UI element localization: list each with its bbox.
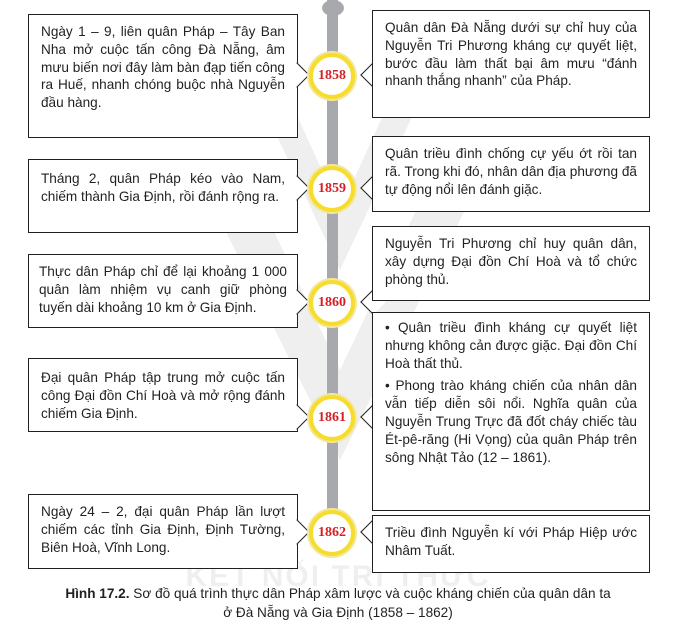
event-text: Quân dân Đà Nẵng dưới sự chỉ huy của Nguyễn Tri Phương kháng cự quyết liệt, bước đầu làm thất bại âm mưu “đánh nhanh thắng nhanh” của Pháp.	[385, 20, 637, 89]
timeline-axis-cap	[322, 0, 344, 16]
caption-line-1	[10, 584, 666, 603]
event-1858-left	[28, 14, 298, 138]
event-text: Nguyễn Tri Phương chỉ huy quân dân, xây dựng Đại đồn Chí Hoà và tổ chức phòng thủ.	[385, 236, 637, 287]
year-marker-1859: 1859	[309, 166, 355, 212]
year-marker-1861: 1861	[309, 395, 355, 441]
event-text: Thực dân Pháp chỉ để lại khoảng 1 000 quân làm nhiệm vụ canh giữ phòng tuyến dài khoảng 10 km ở Gia Định.	[39, 264, 287, 315]
watermark-text: KẾT NỐI TRI THỨC	[185, 560, 491, 593]
event-bullet: • Phong trào kháng chiến của nhân dân vẫn tiếp diễn sôi nổi. Nghĩa quân của Nguyễn Trung Trực đã đốt cháy chiếc tàu Ét-pê-răng (Hi Vọng) của quân Pháp trên sông Nhật Tảo (12 – 1861).	[385, 378, 637, 465]
caption-label: Hình 17.2.	[65, 586, 130, 601]
figure-caption	[10, 584, 666, 622]
year-marker-1862: 1862	[309, 510, 355, 556]
caption-text: Sơ đồ quá trình thực dân Pháp xâm lược và cuộc kháng chiến của quân dân ta	[129, 586, 611, 601]
event-1860-left	[28, 254, 298, 328]
event-1861-right	[372, 312, 650, 511]
event-1862-left	[28, 494, 298, 569]
event-1860-right	[372, 226, 650, 301]
caption-line-2: ở Đà Nẵng và Gia Định (1858 – 1862)	[223, 605, 453, 620]
event-text: Tháng 2, quân Pháp kéo vào Nam, chiếm thành Gia Định, rồi đánh rộng ra.	[41, 171, 285, 204]
event-1859-left	[28, 159, 298, 233]
event-bullet: • Quân triều đình kháng cự quyết liệt nhưng không cản được giặc. Đại đồn Chí Hoà thất thủ.	[385, 320, 637, 371]
year-marker-1860: 1860	[309, 280, 355, 326]
event-1862-right	[372, 515, 650, 573]
event-1859-right	[372, 136, 650, 212]
year-marker-1858: 1858	[309, 53, 355, 99]
event-1858-right	[372, 10, 650, 118]
event-1861-left	[28, 358, 298, 432]
event-text: Ngày 24 – 2, đại quân Pháp lần lượt chiếm các tỉnh Gia Định, Định Tường, Biên Hoà, Vĩnh Long.	[41, 504, 285, 555]
event-text: Ngày 1 – 9, liên quân Pháp – Tây Ban Nha mở cuộc tấn công Đà Nẵng, âm mưu biến nơi đây làm bàn đạp tiến công ra Huế, nhanh chóng buộc nhà Nguyễn đầu hàng.	[41, 24, 285, 111]
event-text: Triều đình Nguyễn kí với Pháp Hiệp ước Nhâm Tuất.	[385, 525, 637, 558]
event-text: Quân triều đình chống cự yếu ớt rồi tan rã. Trong khi đó, nhân dân địa phương đã tự động nổi lên đánh giặc.	[385, 146, 637, 197]
event-text: Đại quân Pháp tập trung mở cuộc tấn công Đại đồn Chí Hoà và mở rộng đánh chiếm Gia Định.	[41, 370, 285, 421]
